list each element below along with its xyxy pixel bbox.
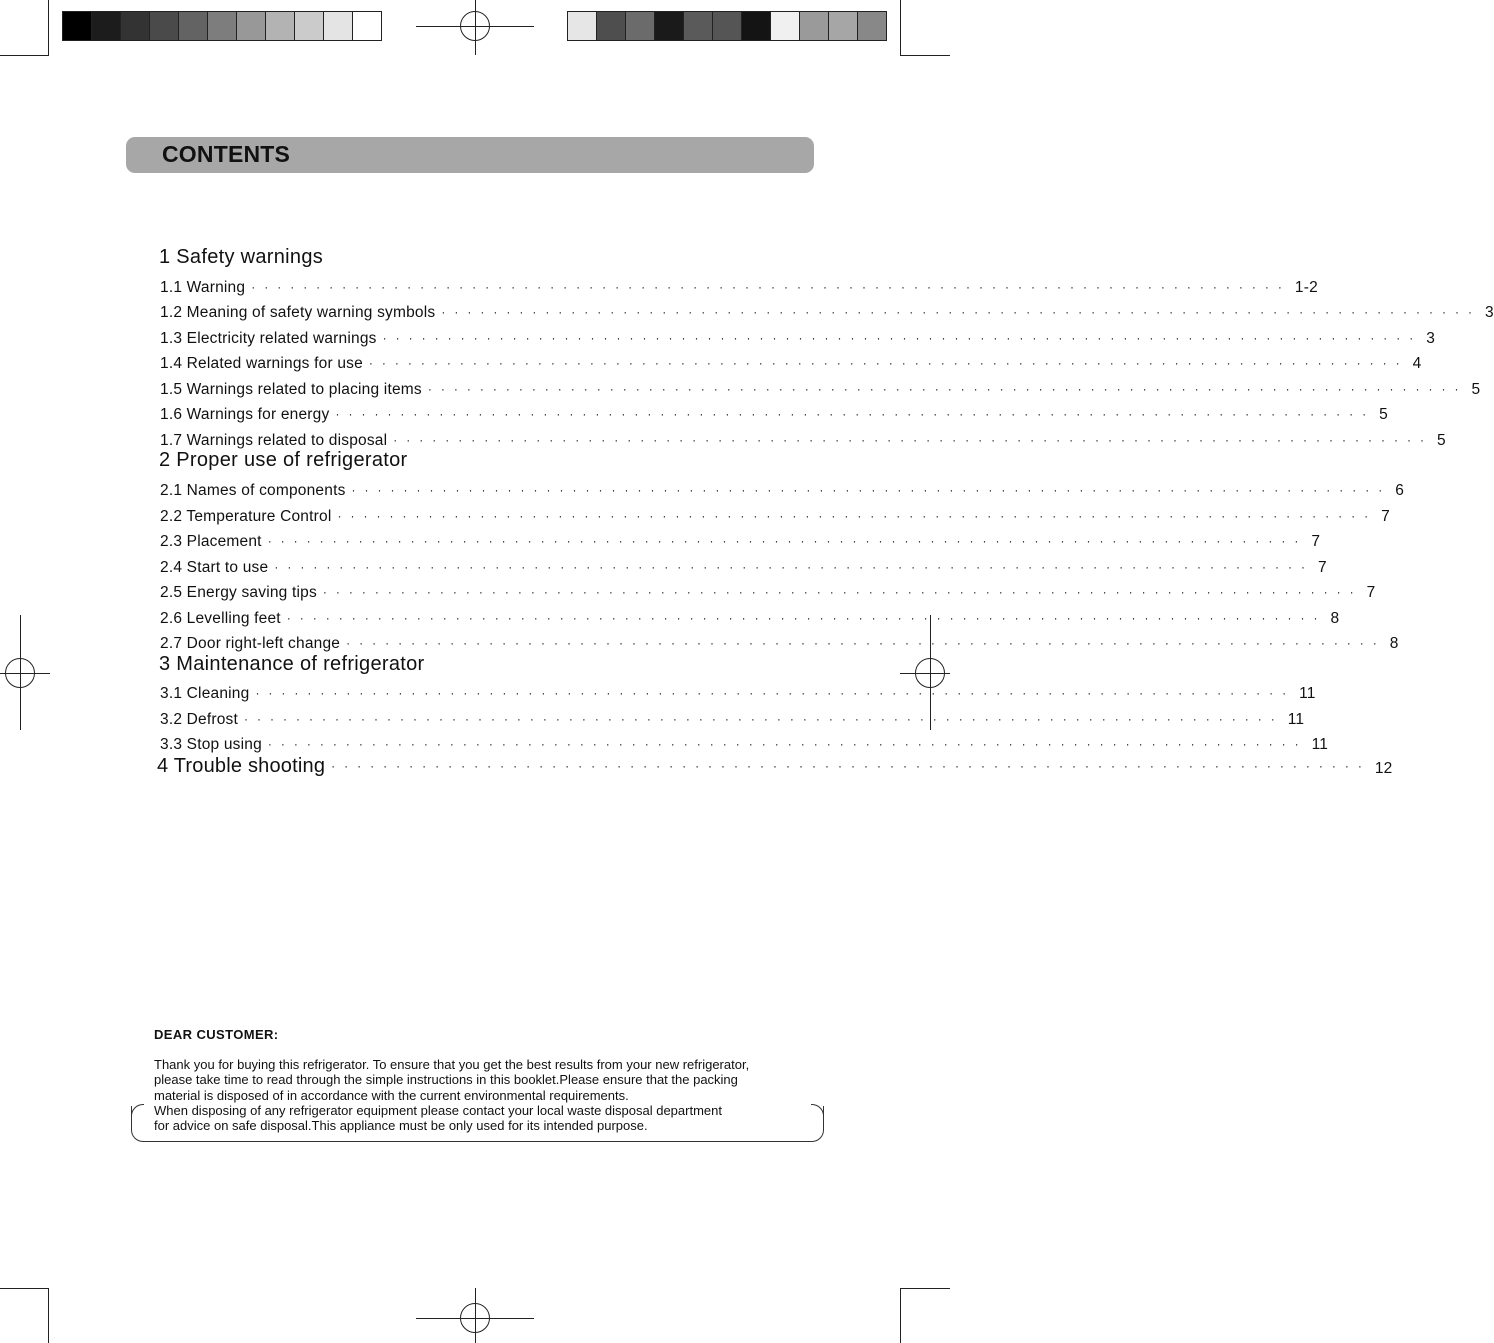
color-swatch: [353, 12, 381, 40]
color-swatch: [626, 12, 655, 40]
color-swatch: [713, 12, 742, 40]
leader-dots: ················································································: [382, 331, 1423, 345]
leader-dots: ················································································: [331, 759, 1371, 773]
toc-entry[interactable]: 2.3 Placement ················································································ 7: [160, 533, 1321, 550]
color-swatch: [684, 12, 713, 40]
toc-entry[interactable]: 1.7 Warnings related to disposal ················································································ 5: [160, 432, 1446, 449]
color-swatch: [568, 12, 597, 40]
message-line: material is disposed of in accordance with the current environmental requirements.: [154, 1087, 629, 1103]
leader-dots: ················································································: [286, 611, 1327, 625]
leader-dots: ················································································: [368, 356, 1409, 370]
color-swatch: [829, 12, 858, 40]
message-line: Thank you for buying this refrigerator. To ensure that you get the best results from your new refrigerator,: [154, 1057, 750, 1072]
leader-dots: ················································································: [322, 585, 1363, 599]
toc-entry[interactable]: 1.1 Warning ················································································ 1-2: [160, 279, 1318, 296]
color-swatch: [800, 12, 829, 40]
leader-dots: ················································································: [427, 382, 1468, 396]
leader-dots: ················································································: [274, 560, 1315, 574]
toc-entry[interactable]: 3.2 Defrost ················································································ 11: [160, 711, 1305, 728]
color-swatch: [295, 12, 324, 40]
color-swatch: [92, 12, 121, 40]
leader-dots: ················································································: [441, 305, 1482, 319]
color-swatch: [63, 12, 92, 40]
leader-dots: ················································································: [251, 280, 1291, 294]
leader-dots: ················································································: [351, 483, 1392, 497]
color-swatch: [858, 12, 886, 40]
leader-dots: ················································································: [267, 534, 1308, 548]
contents-banner: [126, 137, 814, 173]
toc-entry[interactable]: 1.4 Related warnings for use ················································································ 4: [160, 355, 1422, 372]
customer-heading: DEAR CUSTOMER:: [154, 1027, 279, 1042]
leader-dots: ················································································: [337, 509, 1378, 523]
color-swatch: [121, 12, 150, 40]
color-swatch: [179, 12, 208, 40]
color-swatch: [771, 12, 800, 40]
section-title: 2 Proper use of refrigerator: [159, 449, 408, 471]
toc-entry[interactable]: 3.3 Stop using ················································································ 11: [160, 736, 1329, 753]
toc-entry[interactable]: 2.4 Start to use ················································································ 7: [160, 559, 1327, 576]
message-line: please take time to read through the simple instructions in this booklet.Please ensure that the packing: [154, 1072, 738, 1088]
message-line: When disposing of any refrigerator equipment please contact your local waste disposal department: [154, 1102, 722, 1118]
toc-entry[interactable]: 1.3 Electricity related warnings ················································································ 3: [160, 330, 1436, 347]
color-swatch: [742, 12, 771, 40]
color-swatch: [597, 12, 626, 40]
toc-entry[interactable]: 1.2 Meaning of safety warning symbols ················································································ 3: [160, 304, 1494, 321]
section-title: 1 Safety warnings: [159, 246, 324, 268]
message-line: for advice on safe disposal.This appliance must be only used for its intended purpose.: [154, 1118, 648, 1134]
toc-entry-trouble-shooting[interactable]: 4 Trouble shooting ················································································ 12: [157, 755, 1393, 777]
toc-entry[interactable]: 1.5 Warnings related to placing items ················································································ 5: [160, 381, 1481, 398]
leader-dots: ················································································: [267, 737, 1308, 751]
leader-dots: ················································································: [393, 433, 1433, 447]
color-swatch: [655, 12, 684, 40]
toc-entry[interactable]: 2.6 Levelling feet ················································································ 8: [160, 610, 1340, 627]
section-title: 3 Maintenance of refrigerator: [159, 653, 425, 675]
toc-entry[interactable]: 2.5 Energy saving tips ················································································ 7: [160, 584, 1376, 601]
color-swatch: [266, 12, 295, 40]
color-swatch: [237, 12, 266, 40]
leader-dots: ················································································: [335, 407, 1376, 421]
leader-dots: ················································································: [255, 686, 1296, 700]
calibration-bar-left: [62, 11, 382, 41]
color-swatch: [324, 12, 353, 40]
leader-dots: ················································································: [346, 636, 1386, 650]
page-title: CONTENTS: [162, 141, 291, 167]
color-swatch: [150, 12, 179, 40]
toc-entry[interactable]: 2.2 Temperature Control ················································································ 7: [160, 508, 1390, 525]
toc-entry[interactable]: 1.6 Warnings for energy ················································································ 5: [160, 406, 1388, 423]
toc-entry[interactable]: 2.7 Door right-left change ················································································ 8: [160, 635, 1399, 652]
leader-dots: ················································································: [244, 712, 1284, 726]
message-frame: [131, 1106, 824, 1142]
color-swatch: [208, 12, 237, 40]
toc-entry[interactable]: 3.1 Cleaning ················································································ 11: [160, 685, 1316, 702]
toc-entry[interactable]: 2.1 Names of components ················································································ 6: [160, 482, 1405, 499]
calibration-bar-right: [567, 11, 887, 41]
